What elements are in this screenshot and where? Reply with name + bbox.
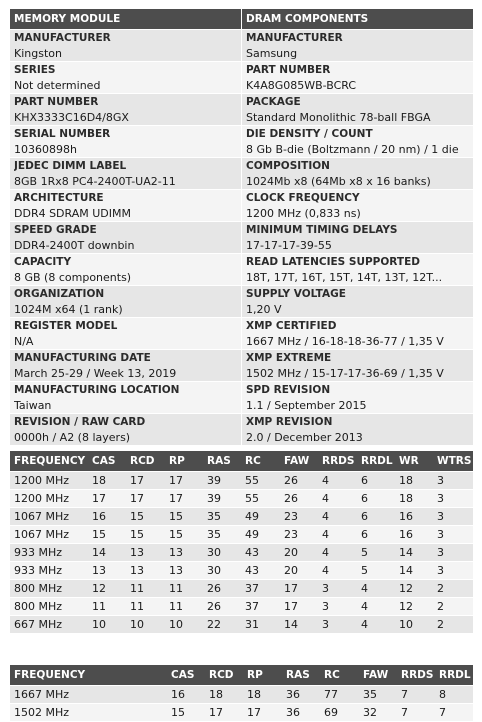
xmp-table-cell: 69 <box>320 704 359 722</box>
timing-table-cell: 17 <box>165 472 203 490</box>
timing-table-cell: 13 <box>165 562 203 580</box>
memory-module-field <box>10 317 241 349</box>
timing-table-row <box>10 616 473 634</box>
xmp-table-cell: 16 <box>167 686 205 704</box>
timing-table-row <box>10 490 473 508</box>
timing-table-cell: 4 <box>357 580 395 598</box>
memory-module-field-label: MANUFACTURING LOCATION <box>14 384 180 396</box>
timing-table-cell: 23 <box>280 508 318 526</box>
xmp-table-column-header: CAS <box>167 665 205 686</box>
timing-table-row <box>10 580 473 598</box>
dram-components-field-value: K4A8G085WB-BCRC <box>246 79 357 92</box>
dram-components-field-label: XMP EXTREME <box>246 352 332 364</box>
timing-table-cell: 55 <box>241 490 280 508</box>
memory-module-field-label: MANUFACTURING DATE <box>14 352 151 364</box>
memory-module-field-label: SERIAL NUMBER <box>14 128 111 140</box>
dram-components-field-value: 1,20 V <box>246 303 282 316</box>
xmp-table-cell: 7 <box>435 704 473 722</box>
timing-table-column-header: CAS <box>88 451 126 472</box>
xmp-table-cell: 7 <box>397 686 435 704</box>
xmp-table-column-header: FAW <box>359 665 397 686</box>
timing-table-cell: 667 MHz <box>10 616 88 634</box>
xmp-table-cell: 36 <box>282 686 320 704</box>
dram-components-field-label: MANUFACTURER <box>246 32 343 44</box>
memory-module-field-label: REGISTER MODEL <box>14 320 118 332</box>
timing-table-cell: 6 <box>357 508 395 526</box>
timing-table-cell: 12 <box>88 580 126 598</box>
timing-table-cell: 14 <box>280 616 318 634</box>
timing-table-column-header: FREQUENCY <box>10 451 88 472</box>
timing-table-cell: 5 <box>357 544 395 562</box>
timing-table-row <box>10 508 473 526</box>
dram-components-field-value: 1667 MHz / 16-18-18-36-77 / 1,35 V <box>246 335 444 348</box>
timing-table-cell: 17 <box>165 490 203 508</box>
timing-table-row <box>10 562 473 580</box>
timing-table-cell: 6 <box>357 526 395 544</box>
timing-table-row <box>10 472 473 490</box>
timing-table-column-header: RCD <box>126 451 165 472</box>
timing-table-cell: 22 <box>203 616 241 634</box>
timing-table-cell: 17 <box>88 490 126 508</box>
timing-table-body <box>10 472 473 634</box>
timing-table-cell: 6 <box>357 472 395 490</box>
dram-components-field <box>242 29 473 61</box>
memory-module-panel <box>10 9 241 445</box>
memory-module-field <box>10 93 241 125</box>
timing-table-cell: 49 <box>241 508 280 526</box>
xmp-table-cell: 17 <box>205 704 243 722</box>
timing-table-cell: 4 <box>318 490 357 508</box>
timing-table-cell: 17 <box>280 598 318 616</box>
timing-table-cell: 13 <box>126 562 165 580</box>
timing-table-cell: 3 <box>318 616 357 634</box>
xmp-table-column-header: RAS <box>282 665 320 686</box>
timing-table-cell: 1200 MHz <box>10 472 88 490</box>
timing-table-cell: 26 <box>203 598 241 616</box>
memory-module-field <box>10 61 241 93</box>
dram-components-panel <box>242 9 473 445</box>
memory-module-field <box>10 349 241 381</box>
dram-components-fields <box>242 29 473 445</box>
dram-components-field <box>242 381 473 413</box>
xmp-table-cell: 77 <box>320 686 359 704</box>
memory-module-field <box>10 29 241 61</box>
timing-table-cell: 2 <box>433 580 473 598</box>
timing-table-cell: 933 MHz <box>10 544 88 562</box>
dram-components-field <box>242 189 473 221</box>
xmp-table-column-header: FREQUENCY <box>10 665 167 686</box>
dram-components-field-label: XMP REVISION <box>246 416 333 428</box>
memory-module-field <box>10 125 241 157</box>
dram-components-field <box>242 221 473 253</box>
dram-components-field <box>242 253 473 285</box>
timing-table-cell: 30 <box>203 544 241 562</box>
memory-module-field-value: 10360898h <box>14 143 77 156</box>
timing-table-cell: 11 <box>88 598 126 616</box>
dram-components-field <box>242 349 473 381</box>
timing-table-column-header: RRDL <box>357 451 395 472</box>
memory-module-field <box>10 189 241 221</box>
dram-components-field-label: READ LATENCIES SUPPORTED <box>246 256 420 268</box>
xmp-table-cell: 1667 MHz <box>10 686 167 704</box>
timing-table-cell: 3 <box>433 526 473 544</box>
xmp-table-header <box>10 665 473 686</box>
timing-table-cell: 13 <box>126 544 165 562</box>
timing-table-cell: 39 <box>203 490 241 508</box>
timing-table-cell: 43 <box>241 562 280 580</box>
timing-table-cell: 31 <box>241 616 280 634</box>
timing-table-cell: 17 <box>280 580 318 598</box>
timing-table-cell: 2 <box>433 598 473 616</box>
timing-table-cell: 35 <box>203 526 241 544</box>
memory-module-field-value: 0000h / A2 (8 layers) <box>14 431 131 444</box>
xmp-table-cell: 7 <box>397 704 435 722</box>
timing-table-cell: 11 <box>126 580 165 598</box>
memory-module-field <box>10 157 241 189</box>
memory-module-field-label: SPEED GRADE <box>14 224 97 236</box>
timing-table-cell: 10 <box>88 616 126 634</box>
timing-table-cell: 37 <box>241 598 280 616</box>
timing-table-cell: 16 <box>395 508 433 526</box>
timing-table-cell: 3 <box>318 598 357 616</box>
xmp-table-column-header: RRDL <box>435 665 473 686</box>
timing-table-cell: 3 <box>433 544 473 562</box>
timing-table-cell: 30 <box>203 562 241 580</box>
timing-table-column-header: RC <box>241 451 280 472</box>
memory-module-field-value: N/A <box>14 335 34 348</box>
memory-module-field <box>10 221 241 253</box>
dram-components-field-label: MINIMUM TIMING DELAYS <box>246 224 398 236</box>
xmp-table-column-header: RCD <box>205 665 243 686</box>
timing-table-row <box>10 598 473 616</box>
timing-table-cell: 16 <box>395 526 433 544</box>
memory-module-field-value: 8 GB (8 components) <box>14 271 132 284</box>
timing-table-cell: 4 <box>318 508 357 526</box>
dram-components-field-value: Standard Monolithic 78-ball FBGA <box>246 111 431 124</box>
timing-table-cell: 10 <box>165 616 203 634</box>
memory-module-field-value: Kingston <box>14 47 62 60</box>
dram-components-field-value: 1.1 / September 2015 <box>246 399 367 412</box>
timing-table-row <box>10 526 473 544</box>
dram-components-field-label: COMPOSITION <box>246 160 330 172</box>
timing-table-cell: 4 <box>357 598 395 616</box>
dram-components-field <box>242 61 473 93</box>
memory-module-field-label: ARCHITECTURE <box>14 192 104 204</box>
memory-module-field <box>10 413 241 445</box>
timing-table-cell: 14 <box>88 544 126 562</box>
timing-table-cell: 10 <box>395 616 433 634</box>
timing-table-cell: 13 <box>165 544 203 562</box>
memory-module-field-label: CAPACITY <box>14 256 72 268</box>
xmp-table <box>10 665 473 722</box>
timing-table-cell: 26 <box>280 490 318 508</box>
timing-table-cell: 4 <box>318 544 357 562</box>
timing-table-cell: 20 <box>280 544 318 562</box>
xmp-table-cell: 36 <box>282 704 320 722</box>
timing-table-cell: 3 <box>433 508 473 526</box>
timing-table-cell: 16 <box>88 508 126 526</box>
xmp-table-cell: 1502 MHz <box>10 704 167 722</box>
timing-table-column-header: WTRS <box>433 451 473 472</box>
memory-module-field-label: ORGANIZATION <box>14 288 105 300</box>
timing-table-cell: 18 <box>395 490 433 508</box>
dram-components-field <box>242 413 473 445</box>
dram-components-field <box>242 157 473 189</box>
timing-table-cell: 800 MHz <box>10 580 88 598</box>
timing-table-cell: 5 <box>357 562 395 580</box>
timing-table-cell: 39 <box>203 472 241 490</box>
dram-components-field-label: SPD REVISION <box>246 384 331 396</box>
timing-table-cell: 15 <box>88 526 126 544</box>
timing-table-cell: 11 <box>165 598 203 616</box>
xmp-table-column-header: RC <box>320 665 359 686</box>
timing-table-cell: 18 <box>88 472 126 490</box>
timing-table-cell: 37 <box>241 580 280 598</box>
memory-module-field-value: March 25-29 / Week 13, 2019 <box>14 367 177 380</box>
timing-table <box>10 451 473 634</box>
timing-table-cell: 12 <box>395 580 433 598</box>
dram-components-field <box>242 317 473 349</box>
dram-components-field <box>242 285 473 317</box>
dram-components-field-value: 1024Mb x8 (64Mb x8 x 16 banks) <box>246 175 431 188</box>
timing-table-cell: 1067 MHz <box>10 508 88 526</box>
timing-table-column-header: WR <box>395 451 433 472</box>
dram-components-field <box>242 93 473 125</box>
timing-table-cell: 10 <box>126 616 165 634</box>
dram-components-field-value: Samsung <box>246 47 298 60</box>
dram-components-field-value: 1200 MHz (0,833 ns) <box>246 207 361 220</box>
dram-components-field-label: PACKAGE <box>246 96 301 108</box>
timing-table-cell: 43 <box>241 544 280 562</box>
timing-table-cell: 800 MHz <box>10 598 88 616</box>
timing-table-cell: 23 <box>280 526 318 544</box>
xmp-table-cell: 8 <box>435 686 473 704</box>
dram-components-field-label: XMP CERTIFIED <box>246 320 337 332</box>
timing-table-cell: 17 <box>126 472 165 490</box>
xmp-table-row <box>10 704 473 722</box>
dram-components-field-label: DIE DENSITY / COUNT <box>246 128 373 140</box>
timing-table-cell: 3 <box>318 580 357 598</box>
timing-table-header <box>10 451 473 472</box>
xmp-table-column-header: RRDS <box>397 665 435 686</box>
memory-module-field-value: DDR4-2400T downbin <box>14 239 135 252</box>
timing-table-cell: 18 <box>395 472 433 490</box>
timing-table-cell: 26 <box>203 580 241 598</box>
dram-components-field-label: SUPPLY VOLTAGE <box>246 288 346 300</box>
timing-table-cell: 15 <box>165 526 203 544</box>
timing-table-cell: 11 <box>165 580 203 598</box>
timing-table-cell: 11 <box>126 598 165 616</box>
dram-components-field <box>242 125 473 157</box>
dram-components-field-value: 8 Gb B-die (Boltzmann / 20 nm) / 1 die <box>246 143 459 156</box>
timing-table-cell: 1200 MHz <box>10 490 88 508</box>
timing-table-cell: 12 <box>395 598 433 616</box>
memory-module-field-label: SERIES <box>14 64 56 76</box>
dram-components-field-value: 2.0 / December 2013 <box>246 431 363 444</box>
timing-table-cell: 4 <box>318 562 357 580</box>
timing-table-cell: 2 <box>433 616 473 634</box>
timing-table-cell: 13 <box>88 562 126 580</box>
timing-table-column-header: RAS <box>203 451 241 472</box>
xmp-table-cell: 17 <box>243 704 282 722</box>
memory-module-header: MEMORY MODULE <box>10 9 241 29</box>
memory-module-field <box>10 381 241 413</box>
timing-table-cell: 14 <box>395 562 433 580</box>
timing-table-cell: 4 <box>318 526 357 544</box>
memory-module-field-label: PART NUMBER <box>14 96 99 108</box>
timing-table-cell: 15 <box>165 508 203 526</box>
timing-table-cell: 20 <box>280 562 318 580</box>
timing-table-cell: 15 <box>126 526 165 544</box>
timing-table-row <box>10 544 473 562</box>
dram-components-field-value: 18T, 17T, 16T, 15T, 14T, 13T, 12T... <box>246 271 443 284</box>
memory-module-field-label: MANUFACTURER <box>14 32 111 44</box>
dram-components-field-label: PART NUMBER <box>246 64 331 76</box>
dram-components-field-value: 17-17-17-39-55 <box>246 239 332 252</box>
timing-table-column-header: RP <box>165 451 203 472</box>
timing-table-cell: 35 <box>203 508 241 526</box>
timing-table-cell: 49 <box>241 526 280 544</box>
memory-module-field-value: Not determined <box>14 79 101 92</box>
timing-table-cell: 3 <box>433 490 473 508</box>
memory-module-field <box>10 253 241 285</box>
memory-module-field-value: 1024M x64 (1 rank) <box>14 303 123 316</box>
xmp-table-cell: 18 <box>205 686 243 704</box>
xmp-table-row <box>10 686 473 704</box>
timing-table-cell: 6 <box>357 490 395 508</box>
memory-module-field-value: DDR4 SDRAM UDIMM <box>14 207 131 220</box>
memory-module-field <box>10 285 241 317</box>
timing-table-cell: 4 <box>318 472 357 490</box>
memory-module-field-value: 8GB 1Rx8 PC4-2400T-UA2-11 <box>14 175 176 188</box>
timing-table-cell: 17 <box>126 490 165 508</box>
xmp-table-cell: 32 <box>359 704 397 722</box>
memory-module-field-value: KHX3333C16D4/8GX <box>14 111 129 124</box>
timing-table-cell: 15 <box>126 508 165 526</box>
xmp-table-cell: 15 <box>167 704 205 722</box>
xmp-table-column-header: RP <box>243 665 282 686</box>
memory-module-fields <box>10 29 241 445</box>
xmp-table-cell: 18 <box>243 686 282 704</box>
timing-table-cell: 55 <box>241 472 280 490</box>
timing-table-cell: 3 <box>433 562 473 580</box>
memory-module-field-label: JEDEC DIMM LABEL <box>14 160 127 172</box>
timing-table-column-header: FAW <box>280 451 318 472</box>
dram-components-header: DRAM COMPONENTS <box>242 9 473 29</box>
timing-table-cell: 1067 MHz <box>10 526 88 544</box>
dram-components-field-label: CLOCK FREQUENCY <box>246 192 360 204</box>
memory-module-field-value: Taiwan <box>14 399 52 412</box>
timing-table-cell: 933 MHz <box>10 562 88 580</box>
timing-table-cell: 3 <box>433 472 473 490</box>
memory-module-field-label: REVISION / RAW CARD <box>14 416 146 428</box>
timing-table-cell: 26 <box>280 472 318 490</box>
timing-table-cell: 14 <box>395 544 433 562</box>
timing-table-column-header: RRDS <box>318 451 357 472</box>
xmp-table-cell: 35 <box>359 686 397 704</box>
dram-components-field-value: 1502 MHz / 15-17-17-36-69 / 1,35 V <box>246 367 444 380</box>
timing-table-cell: 4 <box>357 616 395 634</box>
